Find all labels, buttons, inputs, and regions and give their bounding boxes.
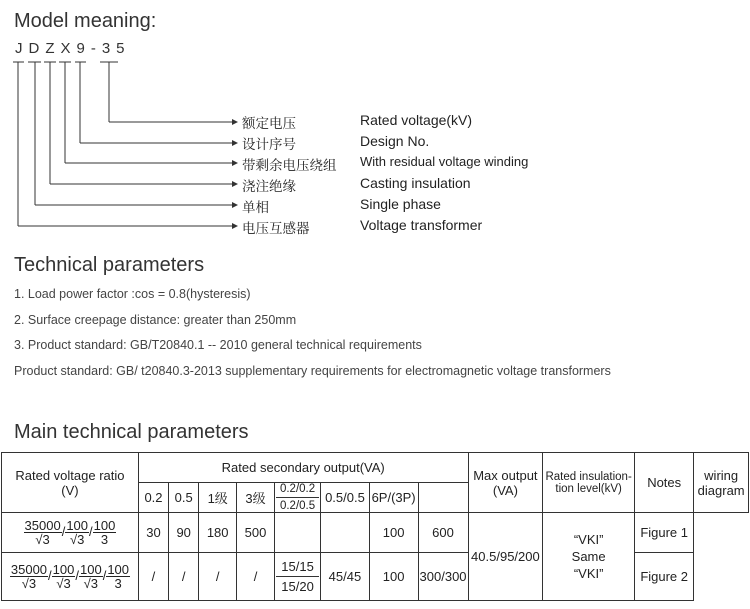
model-item-en-transformer: Voltage transformer — [360, 217, 483, 233]
r1-c4: 500 — [237, 513, 275, 553]
r1-c5 — [274, 513, 320, 553]
tech-line-3: 3. Product standard: GB/T20840.1 -- 2010 general technical requirements — [14, 338, 422, 352]
sub-class-1: 1级 — [199, 483, 237, 513]
sub-6p-3p: 6P/(3P) — [369, 483, 418, 513]
model-item-cn-design: 设计序号 — [242, 137, 296, 153]
ratio2-term-4 — [106, 563, 130, 590]
sub-0-5-0-5: 0.5/0.5 — [321, 483, 369, 513]
header-ratio-label: Rated voltage ratio — [15, 467, 125, 483]
header-max — [468, 453, 543, 513]
model-item-cn-transformer: 电压互感器 — [242, 221, 310, 237]
technical-parameters-heading: Technical parameters — [14, 254, 205, 276]
r2-c3: / — [199, 553, 237, 601]
r1-den-2: √3 — [69, 532, 85, 547]
notes-cell — [543, 513, 635, 601]
notes-line-1: “VKI” — [573, 532, 604, 547]
model-code: JDZX9-35 — [15, 40, 131, 57]
tech-line-2: 2. Surface creepage distance: greater than 250mm — [14, 313, 297, 327]
notes-line-3: “VKI” — [573, 566, 604, 581]
r2-c5-bottom: 15/20 — [281, 579, 314, 594]
model-item-en-phase: Single phase — [360, 196, 441, 212]
r2-max: 300/300 — [418, 553, 468, 601]
r2-den-4: 3 — [114, 576, 122, 591]
header-max-unit: (VA) — [492, 482, 518, 498]
header-insulation-label-2: tion level(kV) — [555, 482, 622, 495]
r2-c7: 100 — [369, 553, 418, 601]
r2-c6: 45/45 — [321, 553, 369, 601]
model-item-en-residual: With residual voltage winding — [360, 154, 529, 169]
r2-c5 — [274, 553, 320, 601]
r2-c2: / — [169, 553, 199, 601]
main-parameters-table — [1, 452, 749, 601]
model-item-cn-residual: 带剩余电压绕组 — [242, 158, 337, 174]
model-item-en-casting: Casting insulation — [360, 175, 471, 191]
header-ratio — [2, 453, 139, 513]
figure-1-cell: Figure 1 — [635, 513, 694, 553]
main-parameters-heading: Main technical parameters — [14, 421, 249, 443]
header-ratio-unit: (V) — [61, 482, 79, 498]
insulation-cell: 40.5/95/200 — [468, 513, 543, 601]
r1-num-2: 100 — [66, 518, 89, 533]
r1-max: 600 — [418, 513, 468, 553]
r2-num-4: 100 — [107, 562, 130, 577]
sub-dual — [274, 483, 320, 513]
ratio1-term-1 — [24, 519, 62, 546]
model-item-en-voltage: Rated voltage(kV) — [360, 112, 473, 128]
ratio2-term-1 — [10, 563, 48, 590]
r2-c5-top: 15/15 — [281, 559, 314, 574]
header-wiring-label-2: diagram — [697, 482, 745, 498]
r2-c1: / — [138, 553, 168, 601]
ratio-cell-2: $\frac{35000}{√3}$ / $\frac{100}{√3}$ / $\frac{100}{√3}$ / $\frac{100}{3}$ — [2, 553, 139, 601]
model-item-en-design: Design No. — [360, 133, 430, 149]
ratio2-term-3 — [79, 563, 103, 590]
figure-2-cell: Figure 2 — [635, 553, 694, 601]
r2-c4: / — [237, 553, 275, 601]
header-insulation — [543, 453, 635, 513]
header-insulation-label: Rated insulation- — [545, 470, 632, 483]
header-secondary: Rated secondary output(VA) — [138, 453, 468, 483]
r1-c6 — [321, 513, 369, 553]
r2-num-3: 100 — [79, 562, 102, 577]
model-item-cn-phase: 单相 — [242, 200, 269, 216]
r2-num-2: 100 — [52, 562, 75, 577]
sub-0-2-0-5: 0.2/0.5 — [279, 500, 316, 512]
r2-den-1: √3 — [21, 576, 37, 591]
sub-0-2-0-2: 0.2/0.2 — [279, 483, 316, 495]
sub-0-2: 0.2 — [138, 483, 168, 513]
r1-c3: 180 — [199, 513, 237, 553]
r1-c1: 30 — [138, 513, 168, 553]
ratio1-term-3 — [93, 519, 117, 546]
r1-den-3: 3 — [100, 532, 109, 547]
r1-c7: 100 — [369, 513, 418, 553]
header-wiring — [694, 453, 749, 513]
model-item-cn-casting: 浇注绝缘 — [242, 179, 296, 195]
header-notes: Notes — [635, 453, 694, 513]
header-wiring-label: wiring — [704, 467, 739, 483]
r2-num-1: 35000 — [10, 562, 48, 577]
sub-0-5: 0.5 — [169, 483, 199, 513]
r2-den-2: √3 — [56, 576, 71, 591]
sub-class-3: 3级 — [237, 483, 275, 513]
tech-line-1: 1. Load power factor :cos = 0.8(hysteresis) — [14, 287, 251, 301]
ratio-cell-1: $\frac{35000}{√3}$ / $\frac{100}{√3}$ / $\frac{100}{3}$ — [2, 513, 139, 553]
model-item-cn-voltage: 额定电压 — [242, 116, 296, 132]
r1-den-1: √3 — [35, 532, 50, 547]
r1-num-3: 100 — [93, 518, 116, 533]
notes-line-2: Same — [571, 549, 606, 564]
r1-num-1: 35000 — [24, 518, 61, 533]
ratio1-term-2 — [65, 519, 89, 546]
ratio2-term-2 — [52, 563, 76, 590]
model-heading: Model meaning: — [14, 10, 157, 32]
tech-line-4: Product standard: GB/ t20840.3-2013 supplementary requirements for electromagnetic voltage transformers — [14, 364, 611, 378]
r2-den-3: √3 — [83, 576, 99, 591]
header-max-label: Max output — [473, 467, 538, 483]
r1-c2: 90 — [169, 513, 199, 553]
